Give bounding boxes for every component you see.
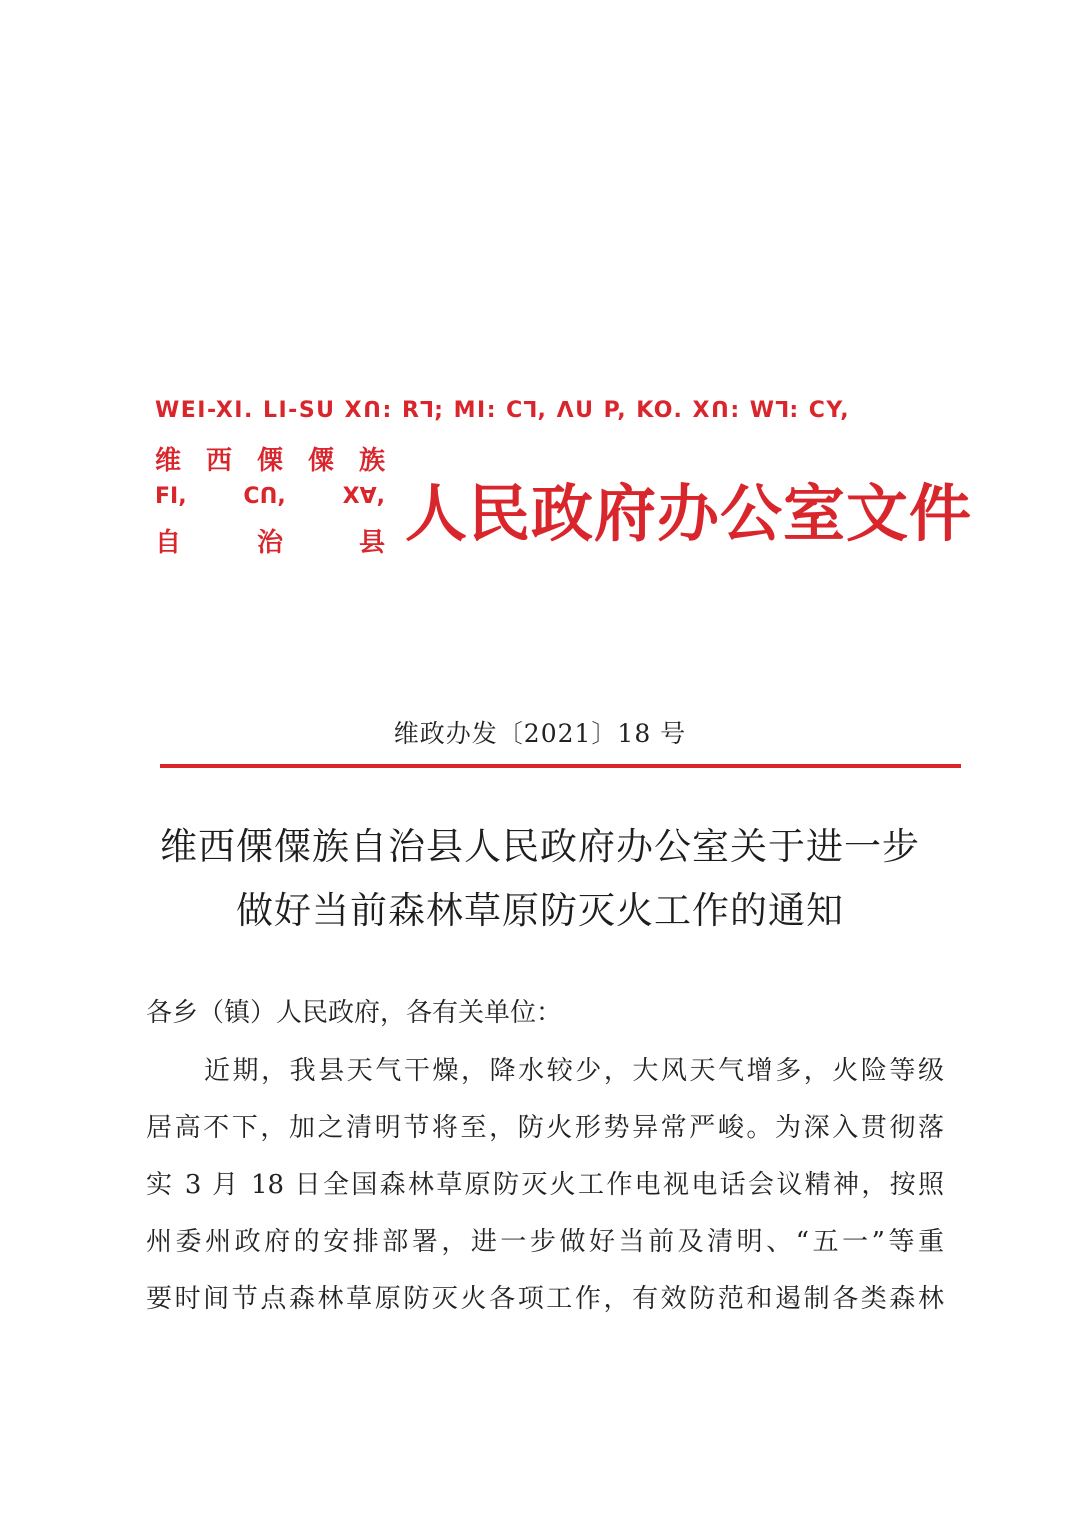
county-name-char: 族 (358, 446, 385, 476)
county-name-cn-row2 (155, 522, 385, 559)
county-name-char: 维 (155, 446, 182, 476)
county-name-char: 自 (155, 528, 182, 558)
county-name-cn-row1 (155, 440, 385, 477)
county-name-char: 僳 (307, 446, 334, 476)
body-line: 近期，我县天气干燥，降水较少，大风天气增多，火险等级 (204, 1056, 944, 1086)
county-name-lisu-row (155, 484, 385, 509)
lisu-word: FI, (155, 484, 187, 509)
body-line: 实 3 月 18 日全国森林草原防灭火工作电视电话会议精神，按照 (146, 1170, 944, 1200)
red-divider (160, 764, 961, 768)
body-line: 州委州政府的安排部署，进一步做好当前及清明、“五一”等重 (146, 1227, 944, 1257)
document-number: 维政办发〔2021〕18 号 (393, 719, 687, 748)
lisu-word: Xꓯ, (342, 484, 385, 509)
red-letterhead (155, 398, 973, 558)
lisu-word: Cꓵ, (243, 484, 286, 509)
lisu-county-name: WEI-XI. LI-SU Xꓵ: Rꓶ; MI: Cꓶ, ꓥU P, KO. Xꓵ: Wꓶ: CY, (155, 398, 851, 423)
county-name-char: 傈 (256, 446, 283, 476)
notice-title-line2: 做好当前森林草原防灭火工作的通知 (236, 889, 844, 932)
county-name-char: 西 (205, 446, 232, 476)
body-line: 要时间节点森林草原防灭火各项工作，有效防范和遏制各类森林 (146, 1284, 944, 1314)
body-line: 居高不下，加之清明节将至，防火形势异常严峻。为深入贯彻落 (146, 1113, 944, 1143)
notice-title-line1: 维西傈僳族自治县人民政府办公室关于进一步 (160, 825, 920, 868)
salutation: 各乡（镇）人民政府，各有关单位： (146, 998, 563, 1028)
office-document-title: 人民政府办公室文件 (405, 477, 973, 550)
county-name-char: 县 (358, 528, 385, 558)
county-name-char: 治 (256, 528, 283, 558)
